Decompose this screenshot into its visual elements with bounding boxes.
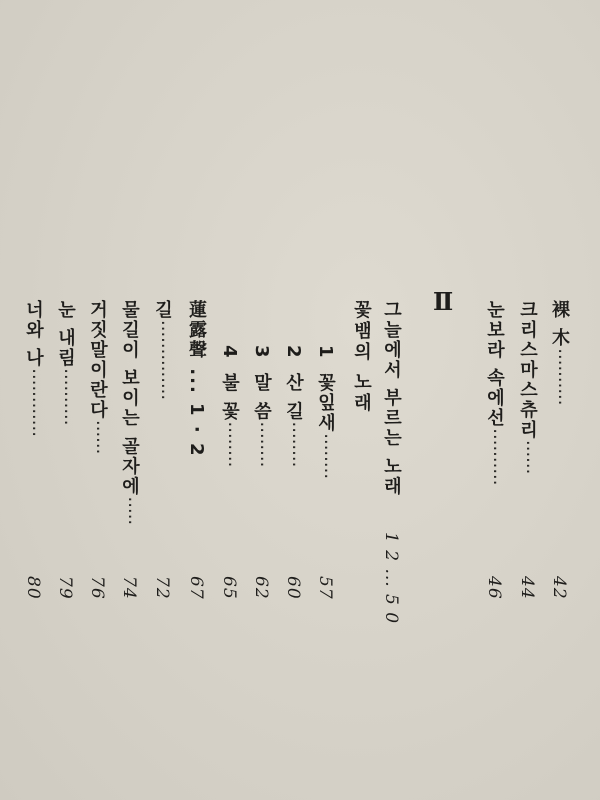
entry-title: 불 꽃 bbox=[219, 373, 240, 422]
entry-number: 2 bbox=[283, 345, 304, 360]
entry-title: 裸 木 bbox=[549, 300, 570, 349]
entry-page: 74 bbox=[119, 576, 139, 600]
entry-title: 거짓말이란다 bbox=[87, 300, 108, 420]
toc-entry bbox=[483, 300, 505, 600]
entry-title: 크리스마스츄리 bbox=[517, 300, 538, 440]
entry-title: 말 씀 bbox=[251, 373, 272, 422]
entry-number: 1 bbox=[315, 345, 336, 360]
toc-entry bbox=[151, 300, 173, 600]
entry-title: 눈 내림 bbox=[55, 300, 76, 369]
entry-page: 79 bbox=[55, 576, 75, 600]
toc-entry bbox=[218, 345, 240, 600]
leader-dots: ······ bbox=[87, 420, 108, 455]
entry-title: 산 길 bbox=[283, 373, 304, 422]
entry-page: 72 bbox=[152, 576, 172, 600]
leader-dots: ·········· bbox=[549, 348, 570, 406]
leader-dots: ······ bbox=[517, 440, 538, 475]
toc-entry bbox=[118, 300, 140, 600]
entry-page: 46 bbox=[484, 576, 504, 600]
toc-entry bbox=[86, 300, 108, 600]
entry-page: 60 bbox=[283, 576, 303, 600]
section-heading bbox=[380, 300, 402, 625]
leader-dots: ·········· bbox=[55, 368, 76, 426]
toc-entry bbox=[548, 300, 570, 600]
toc-entry bbox=[250, 345, 272, 600]
toc-entry bbox=[282, 345, 304, 600]
entry-title: 물길이 보이는 골자에 bbox=[119, 300, 140, 497]
leader-dots: ········ bbox=[283, 421, 304, 468]
entry-page: 76 bbox=[87, 576, 107, 600]
section-numeral: Ⅱ bbox=[433, 287, 454, 316]
leader-dots: ············ bbox=[23, 368, 44, 437]
entry-title: 蓮露聲 ... 1 · 2 bbox=[186, 300, 207, 458]
entry-title: 너와 나 bbox=[23, 300, 44, 369]
entry-page: 62 bbox=[251, 576, 271, 600]
toc-entry bbox=[22, 300, 44, 600]
entry-number: 3 bbox=[251, 345, 272, 360]
sub-heading: 꽃뱀의 노래 bbox=[351, 300, 372, 415]
leader-dots: ········ bbox=[219, 421, 240, 468]
section-title: 그늘에서 부르는 노래 bbox=[381, 300, 402, 497]
entry-page: 57 bbox=[315, 576, 335, 600]
entry-number: 4 bbox=[219, 345, 240, 360]
leader-dots: ········ bbox=[251, 421, 272, 468]
leader-dots: ········ bbox=[315, 433, 336, 480]
entry-title: 눈보라 속에선 bbox=[484, 300, 505, 429]
leader-dots: ·············· bbox=[152, 320, 173, 401]
toc-entry bbox=[54, 300, 76, 600]
entry-page: 44 bbox=[517, 576, 537, 600]
leader-dots: ····· bbox=[119, 496, 140, 526]
entry-page: 65 bbox=[219, 576, 239, 600]
toc-entry bbox=[185, 300, 207, 600]
entry-page: 42 bbox=[549, 576, 569, 600]
toc-entry bbox=[516, 300, 538, 600]
leader-dots: ·········· bbox=[484, 428, 505, 486]
entry-title: 꽃잎새 bbox=[315, 373, 336, 434]
section-pages: 1 2 ... 5 0 bbox=[381, 532, 401, 625]
entry-page: 67 bbox=[186, 576, 206, 600]
entry-page: 80 bbox=[23, 576, 43, 600]
entry-title: 길 bbox=[152, 300, 173, 320]
toc-entry bbox=[314, 345, 336, 600]
